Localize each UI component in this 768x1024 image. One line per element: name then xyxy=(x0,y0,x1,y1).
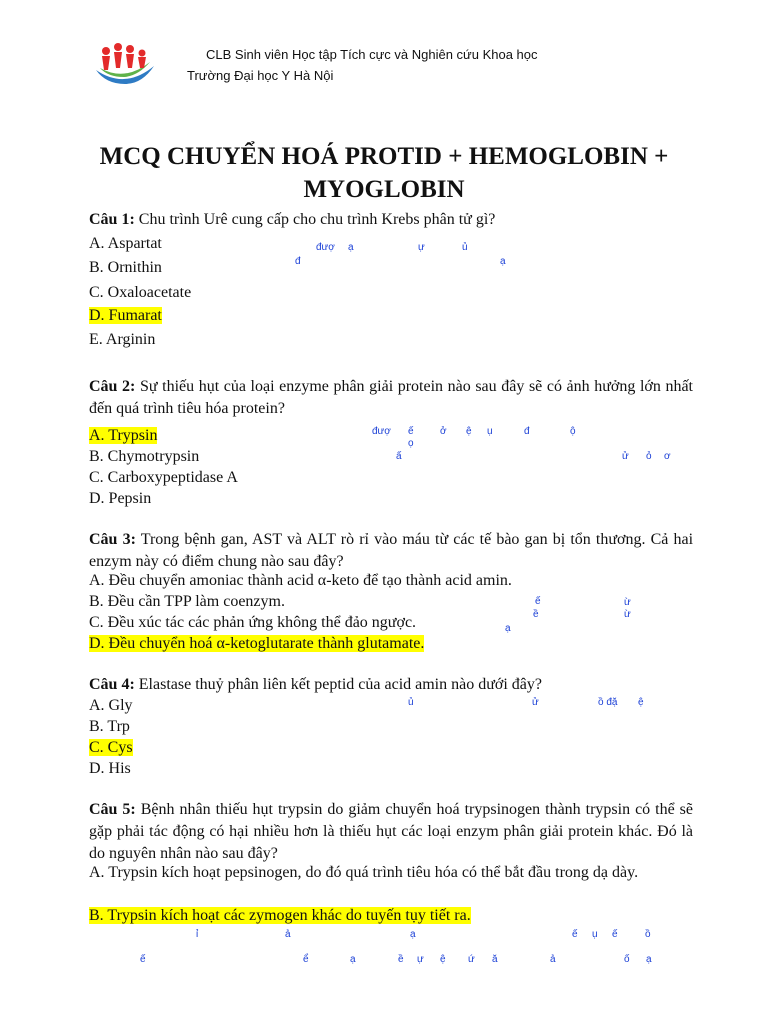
annotation-mark: ế xyxy=(140,954,146,965)
annotation-mark: ệ xyxy=(440,954,446,965)
q1-option-e: E. Arginin xyxy=(89,331,156,348)
annotation-mark: đượ xyxy=(316,242,335,253)
q2-option-d: D. Pepsin xyxy=(89,490,152,507)
question-label: Câu 1: xyxy=(89,211,135,228)
q4-option-d: D. His xyxy=(89,760,131,777)
q2-option-b: B. Chymotrypsin xyxy=(89,448,200,465)
annotation-mark: ệ xyxy=(466,426,472,437)
annotation-mark: ỏ xyxy=(646,451,652,462)
question-2 xyxy=(89,376,693,420)
q1-option-c: C. Oxaloacetate xyxy=(89,284,192,301)
annotation-mark: ừ xyxy=(624,609,631,620)
annotation-mark: ủ xyxy=(408,697,414,708)
q4-option-c-answer: C. Cys xyxy=(89,739,133,756)
annotation-mark: ự xyxy=(418,242,425,253)
org-name: CLB Sinh viên Học tập Tích cực và Nghiên cứu Khoa học xyxy=(206,47,538,62)
q4-option-a: A. Gly xyxy=(89,697,133,714)
annotation-mark: ỉ xyxy=(196,929,199,940)
question-text: Chu trình Urê cung cấp cho chu trình Krebs phân tử gì? xyxy=(134,211,496,228)
question-3 xyxy=(89,529,693,573)
page-title-line1: MCQ CHUYỂN HOÁ PROTID + HEMOGLOBIN + xyxy=(99,143,669,170)
annotation-mark: ạ xyxy=(505,623,511,634)
question-text: Sự thiếu hụt của loại enzyme phân giải protein nào sau đây sẽ có ảnh hưởng lớn nhất đến quá trình tiêu hóa protein? xyxy=(89,378,694,417)
annotation-mark: ạ xyxy=(350,954,356,965)
q2-option-a-answer: A. Trypsin xyxy=(89,427,158,444)
annotation-mark: ứ xyxy=(468,954,475,965)
annotation-mark: ạ xyxy=(410,929,416,940)
question-label: Câu 3: xyxy=(89,531,136,548)
q4-option-b: B. Trp xyxy=(89,718,130,735)
annotation-mark: ạ xyxy=(348,242,354,253)
annotation-mark: đượ xyxy=(372,426,391,437)
annotation-mark: ề xyxy=(398,954,404,965)
annotation-mark: ế xyxy=(572,929,578,940)
page-title-line2: MYOGLOBIN xyxy=(303,176,465,203)
annotation-mark: ả xyxy=(285,929,291,940)
annotation-mark: ự xyxy=(417,954,424,965)
annotation-mark: ế xyxy=(612,929,618,940)
q5-option-a: A. Trypsin kích hoạt pepsinogen, do đó quá trình tiêu hóa có thể bắt đầu trong dạ dày. xyxy=(89,864,639,881)
q1-option-b: B. Ornithin xyxy=(89,259,162,276)
question-text: Bệnh nhân thiếu hụt trypsin do giảm chuyển hoá trypsinogen thành trypsin có thể sẽ gặp phải tác động có hại nhiều hơn là thiếu hụt các loại enzym phân giải protein khác. Đó là do nguyên nhân nào sau đây? xyxy=(89,801,693,862)
annotation-mark: ạ xyxy=(646,954,652,965)
annotation-mark: ử xyxy=(622,451,629,462)
annotation-mark: ủ xyxy=(462,242,468,253)
annotation-mark: ạ xyxy=(500,256,506,267)
annotation-mark: ồ đặ xyxy=(598,697,618,708)
annotation-mark: ả xyxy=(550,954,556,965)
annotation-mark: ở xyxy=(440,426,447,437)
annotation-mark: ể xyxy=(303,954,309,965)
q3-option-c: C. Đều xúc tác các phản ứng không thể đảo ngược. xyxy=(89,614,417,631)
question-text: Elastase thuỷ phân liên kết peptid của acid amin nào dưới đây? xyxy=(134,676,543,693)
annotation-mark: ề xyxy=(533,609,539,620)
club-logo-icon xyxy=(92,40,158,86)
annotation-mark: ụ xyxy=(487,426,493,437)
q2-option-c: C. Carboxypeptidase A xyxy=(89,469,238,486)
question-4 xyxy=(89,675,542,695)
university-name: Trường Đại học Y Hà Nội xyxy=(187,68,334,83)
annotation-mark: ố xyxy=(624,954,630,965)
question-label: Câu 4: xyxy=(89,676,135,693)
q1-option-d-answer: D. Fumarat xyxy=(89,307,162,324)
question-5 xyxy=(89,799,693,865)
annotation-mark: ế xyxy=(408,426,414,437)
annotation-mark: ụ xyxy=(592,929,598,940)
annotation-mark: ệ xyxy=(638,697,644,708)
annotation-mark: ồ xyxy=(645,929,651,940)
annotation-mark: ế xyxy=(535,596,541,607)
q3-option-d-answer: D. Đều chuyển hoá α-ketoglutarate thành glutamate. xyxy=(89,635,425,652)
annotation-mark: ấ xyxy=(396,451,402,462)
q1-option-a: A. Aspartat xyxy=(89,235,162,252)
q3-option-a: A. Đều chuyển amoniac thành acid α-keto để tạo thành acid amin. xyxy=(89,572,512,589)
annotation-mark: ă xyxy=(492,954,498,965)
annotation-mark: đ xyxy=(295,256,301,267)
q5-option-b-answer: B. Trypsin kích hoạt các zymogen khác do tuyến tụy tiết ra. xyxy=(89,907,471,924)
question-label: Câu 2: xyxy=(89,378,136,395)
annotation-mark: ọ xyxy=(408,438,414,449)
question-label: Câu 5: xyxy=(89,801,136,818)
annotation-mark: ử xyxy=(532,697,539,708)
annotation-mark: ộ xyxy=(570,426,576,437)
question-text: Trong bệnh gan, AST và ALT rò rỉ vào máu từ các tế bào gan bị tổn thương. Cả hai enzym này có điểm chung nào sau đây? xyxy=(89,531,694,570)
annotation-mark: ừ xyxy=(624,597,631,608)
q3-option-b: B. Đều cần TPP làm coenzym. xyxy=(89,593,285,610)
question-1 xyxy=(89,210,495,230)
annotation-mark: ơ xyxy=(664,451,671,462)
annotation-mark: đ xyxy=(524,426,530,437)
